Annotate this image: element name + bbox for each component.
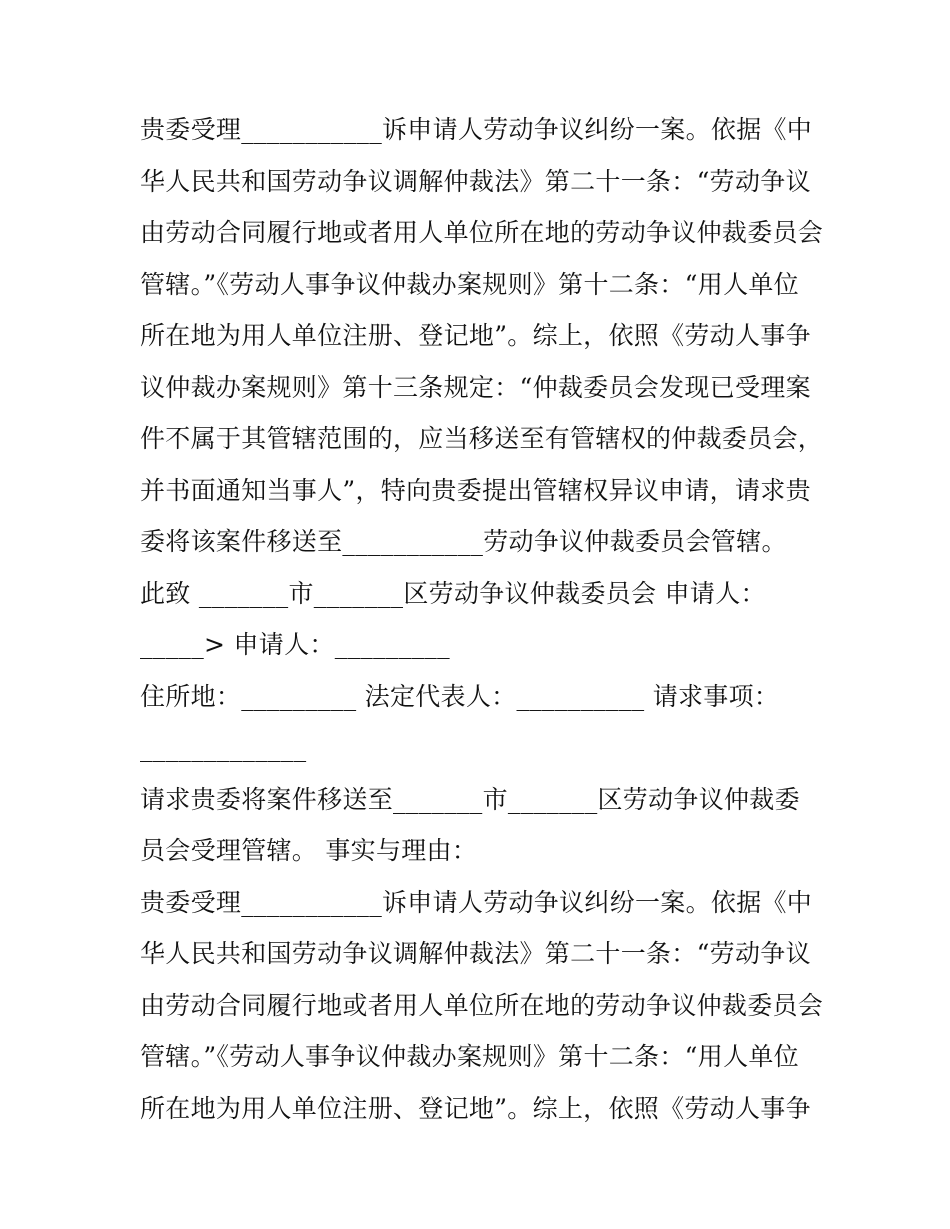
request-blank-line: _____________ (140, 733, 307, 762)
address-line: 住所地：_________ 法定代表人：__________ 请求事项： (140, 681, 780, 711)
text-line: 贵委受理___________诉申请人劳动争议纠纷一案。依据《中 (140, 115, 813, 144)
text-line: 所在地为用人单位注册、登记地”。综上，依照《劳动人事争 (140, 321, 811, 350)
text-line: 华人民共和国劳动争议调解仲裁法》第二十一条：“劳动争议 (140, 166, 811, 196)
text-line: 贵委受理___________诉申请人劳动争议纠纷一案。依据《中 (140, 887, 813, 917)
applicant-line: _____> 申请人：_________ (140, 630, 450, 659)
request-line: 员会受理管辖。 事实与理由： (140, 836, 478, 865)
text-line: 管辖。”《劳动人事争议仲裁办案规则》第十二条：“用人单位 (140, 269, 799, 299)
salutation-line: 此致 _______市_______区劳动争议仲裁委员会 申请人： (140, 578, 766, 608)
text-line: 议仲裁办案规则》第十三条规定：“仲裁委员会发现已受理案 (140, 372, 811, 402)
text-line: 由劳动合同履行地或者用人单位所在地的劳动争议仲裁委员会 (140, 990, 824, 1020)
text-line: 华人民共和国劳动争议调解仲裁法》第二十一条：“劳动争议 (140, 939, 811, 968)
text-line: 件不属于其管辖范围的，应当移送至有管辖权的仲裁委员会， (140, 424, 824, 453)
document-page (140, 104, 824, 1134)
text-line: 所在地为用人单位注册、登记地”。综上，依照《劳动人事争 (140, 1093, 811, 1123)
text-line: 委将该案件移送至___________劳动争议仲裁委员会管辖。 (140, 527, 787, 556)
text-line: 管辖。”《劳动人事争议仲裁办案规则》第十二条：“用人单位 (140, 1042, 799, 1071)
request-line: 请求贵委将案件移送至_______市_______区劳动争议仲裁委 (140, 784, 800, 814)
text-line: 并书面通知当事人”，特向贵委提出管辖权异议申请，请求贵 (140, 475, 811, 505)
text-line: 由劳动合同履行地或者用人单位所在地的劳动争议仲裁委员会 (140, 218, 824, 247)
